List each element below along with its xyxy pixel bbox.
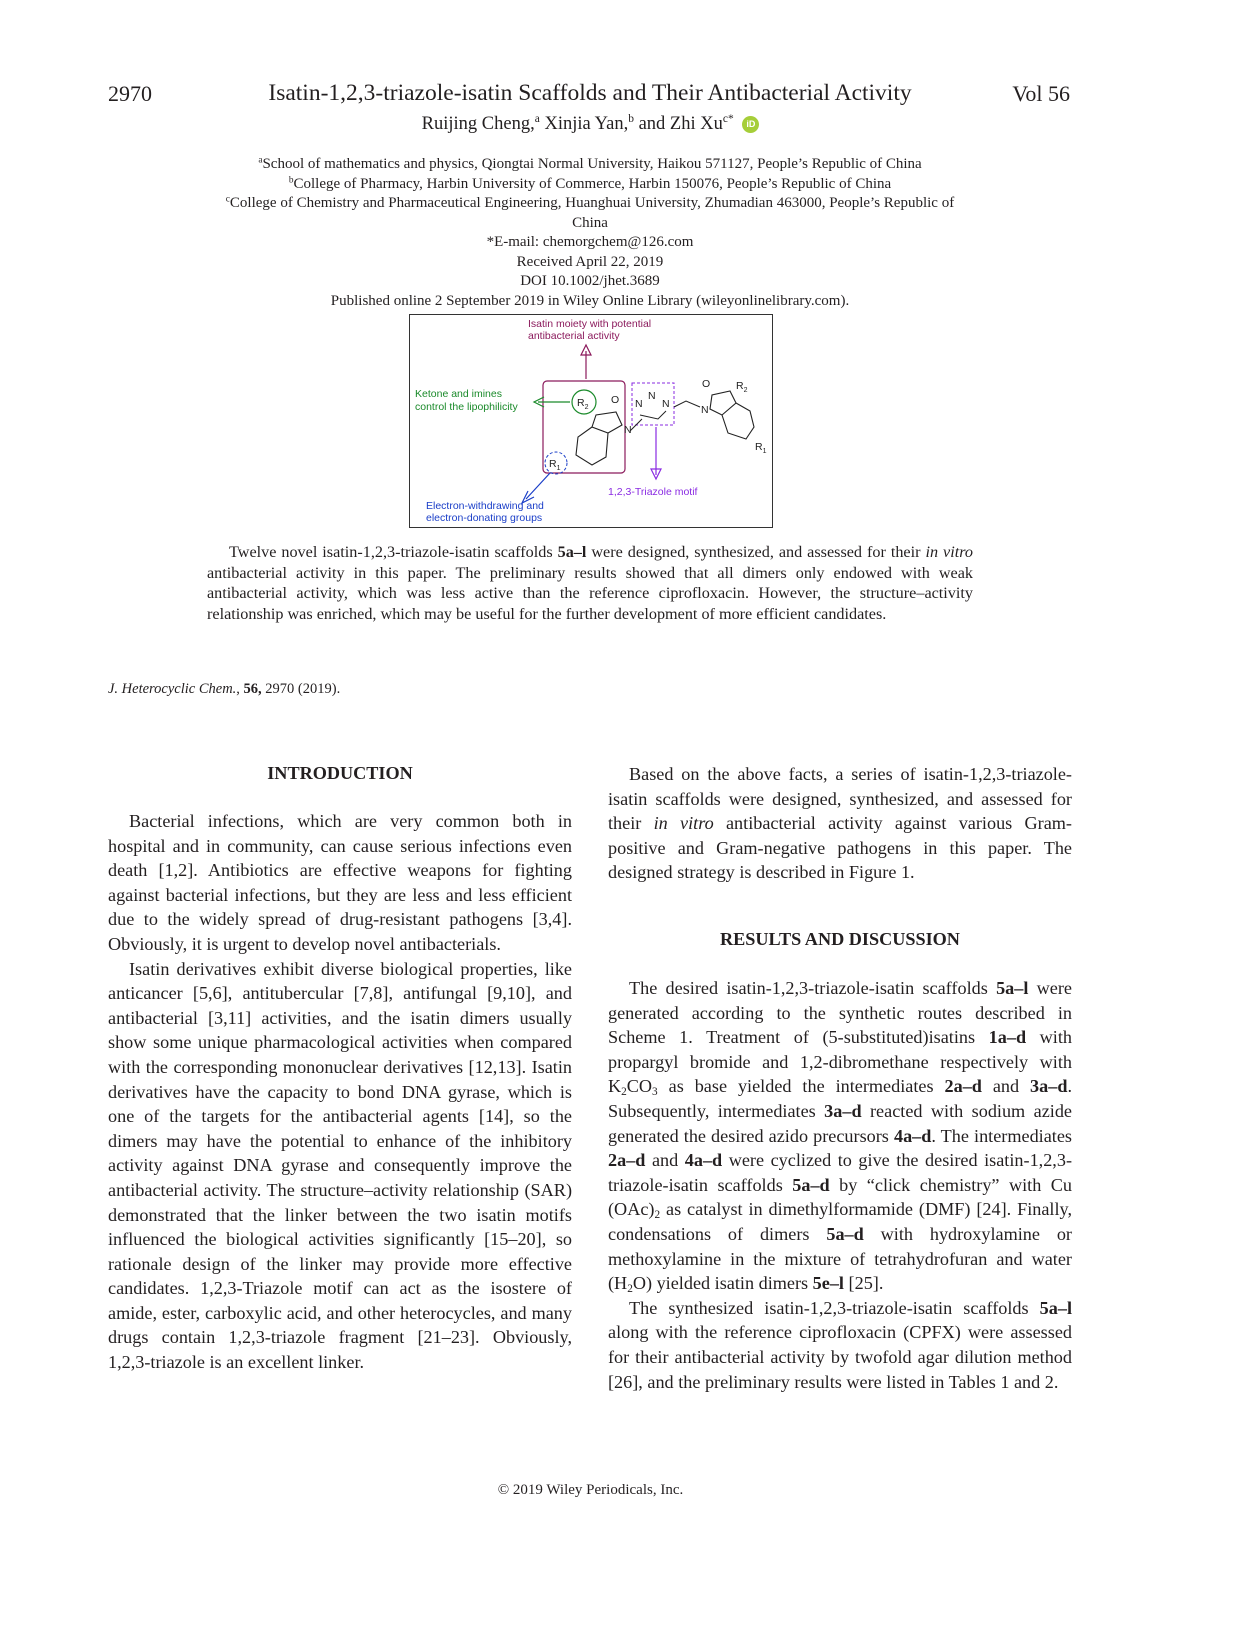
copyright-footer: © 2019 Wiley Periodicals, Inc. [497,1482,684,1498]
results-column [608,976,1072,1394]
orcid-icon[interactable]: iD [742,116,759,133]
atom-r2-left: $R_2$ [577,397,589,411]
affiliation: $^c$College of Chemistry and Pharmaceutical Engineering, Huanghuai University, Zhumadian 463000, People’s Republic of [225,194,955,211]
received-line: Received April 22, 2019 [516,253,664,270]
volume-label: Vol 56 [1012,81,1070,106]
author-name: and Zhi Xu [633,114,723,134]
affiliation: $^a$School of mathematics and physics, Qiongtai Normal University, Haikou 571127, People’s Republic of China [258,155,922,172]
corresponding-star: * [727,113,734,126]
author-sup: a [534,113,540,126]
atom-triazole-n2: N [648,390,656,402]
affiliation: $^b$College of Pharmacy, Harbin University of Commerce, Harbin 150076, People’s Republic of China [288,174,892,192]
intro-paragraph-1: Bacterial infections, which are very common both in hospital and in community, can cause serious infections even death [1,2]. Antibiotics are effective weapons for fighting against bacterial infections, but they are less and less efficient due to the widely spread of drug-resistant pathogens [3,4]. Obviously, it is urgent to develop novel antibacterials. [108,811,572,954]
ketone-arrow [534,397,570,407]
ew-label-1: Electron-withdrawing and [426,500,544,512]
results-heading: RESULTS AND DISCUSSION [720,929,960,949]
atom-n-left: N [624,424,632,436]
isatin-label-2: antibacterial activity [528,330,620,342]
affiliations [180,155,1000,311]
atom-o-left: O [611,394,620,406]
abstract: Twelve novel isatin-1,2,3-triazole-isatin scaffolds 5a–l were designed, synthesized, and assessed for their in vitro antibacterial activity in this paper. The preliminary results showed that all dimers only endowed with weak antibacterial activity, which was less active than the reference ciprofloxacin. However, the structure–activity relationship was enriched, which may be useful for the further development of more efficient candidates. [207,543,973,623]
triazole-ring [640,411,666,419]
page-number: 2970 [108,81,152,106]
intro-column [108,809,572,1375]
compound-ref: 5a–l [557,543,587,561]
linker-right [674,401,700,407]
article-title: Isatin-1,2,3-triazole-isatin Scaffolds and Their Antibacterial Activity [268,80,912,106]
email-line: *E-mail: chemorgchem@126.com [486,234,694,250]
atom-r1-right: $R_1$ [755,441,767,455]
ew-label-2: electron-donating groups [426,512,543,524]
benzene-left [576,427,608,465]
atom-triazole-n3: N [662,398,670,410]
published-line: Published online 2 September 2019 in Wiley Online Library (wileyonlinelibrary.com). [330,292,850,309]
atom-r2-right: $R_2$ [736,380,748,394]
results-paragraph-1: The desired isatin-1,2,3-triazole-isatin scaffolds 5a–l were generated according to the synthetic routes described in Scheme 1. Treatment of (5-substituted)isatins 1a–d with propargyl bromide and 1,2-dibromethane respectively with $K_2CO_3$ as base yielded the intermediates 2a–d and 3a–d. Subsequently, intermediates 3a–d reacted with sodium azide generated the desired azido precursors 4a–d. The intermediates 2a–d and 4a–d were cyclized to give the desired isatin-1,2,3-triazole-isatin scaffolds 5a–d by “click chemistry” with Cu $(OAc)_2$ as catalyst in dimethylformamide (DMF) [24]. Finally, condensations of dimers 5a–d with hydroxylamine or methoxylamine in the mixture of tetrahydrofuran and water $(H_2O)$ yielded isatin dimers 5e–l [25]. [608,978,1073,1295]
right-paragraph-1: Based on the above facts, a series of isatin-1,2,3-triazole-isatin scaffolds were designed, synthesized, and assessed for their in vitro antibacterial activity against various Gram-positive and Gram-negative pathogens in this paper. The designed strategy is described in Figure 1. [608,764,1072,883]
author-line [0,114,1181,135]
ketone-label-2: control the lipophilicity [415,401,518,413]
isatin-ring-left [592,412,622,433]
intro-paragraph-2: Isatin derivatives exhibit diverse biological properties, like anticancer [5,6], antitubercular [7,8], antifungal [9,10], and antibacterial [3,11] activities, and the isatin dimers usually show some unique pharmacological activities when compared with the corresponding mononuclear derivatives [12,13]. Isatin derivatives have the capacity to bond DNA gyrase, which is one of the targets for the antibacterial agents [14], so the dimers may have the potential to enhance of the inhibitory activity against DNA gyrase and consequently improve the antibacterial activity. The structure–activity relationship (SAR) demonstrated that the linker between the two isatin motifs influenced the biological activities significantly [15–20], so rationale design of the linker may provide more effective candidates. 1,2,3-Triazole motif can act as the isostere of amide, ester, carboxylic acid, and other heterocycles, and many drugs contain 1,2,3-triazole fragment [21–23]. Obviously, 1,2,3-triazole is an excellent linker. [108,958,572,1373]
author-name: Xinjia Yan, [539,114,629,134]
atom-triazole-n1: N [635,398,643,410]
author-sup: b [628,113,634,126]
journal-volume: 56, [243,681,262,697]
journal-name: J. Heterocyclic Chem. [108,681,237,697]
right-column-intro [608,762,1072,885]
journal-citation: J. Heterocyclic Chem., 56, 2970 (2019). [108,681,341,697]
graphical-abstract-svg [410,315,772,527]
atom-n-right: N [701,404,709,416]
isatin-label-1: Isatin moiety with potential [528,318,652,330]
isatin-arrow [581,345,591,379]
atom-r1-left: $R_1$ [549,458,561,472]
affiliation: China [572,214,608,231]
intro-heading: INTRODUCTION [267,763,413,783]
doi-line: DOI 10.1002/jhet.3689 [520,273,660,289]
atom-o-right: O [702,378,711,390]
graphical-abstract [409,314,773,528]
author-name: Ruijing Cheng, [421,114,535,134]
benzene-right [722,403,754,439]
triazole-label: 1,2,3-Triazole motif [608,486,698,498]
triazole-arrow [651,427,661,479]
isatin-ring-right [710,391,736,415]
ew-arrow [522,473,550,503]
ketone-label-1: Ketone and imines [415,388,502,400]
results-paragraph-2: The synthesized isatin-1,2,3-triazole-isatin scaffolds 5a–l along with the reference ciprofloxacin (CPFX) were assessed for their antibacterial activity by twofold agar dilution method [26], and the preliminary results were listed in Tables 1 and 2. [608,1297,1072,1392]
author-sup: c [722,113,728,126]
